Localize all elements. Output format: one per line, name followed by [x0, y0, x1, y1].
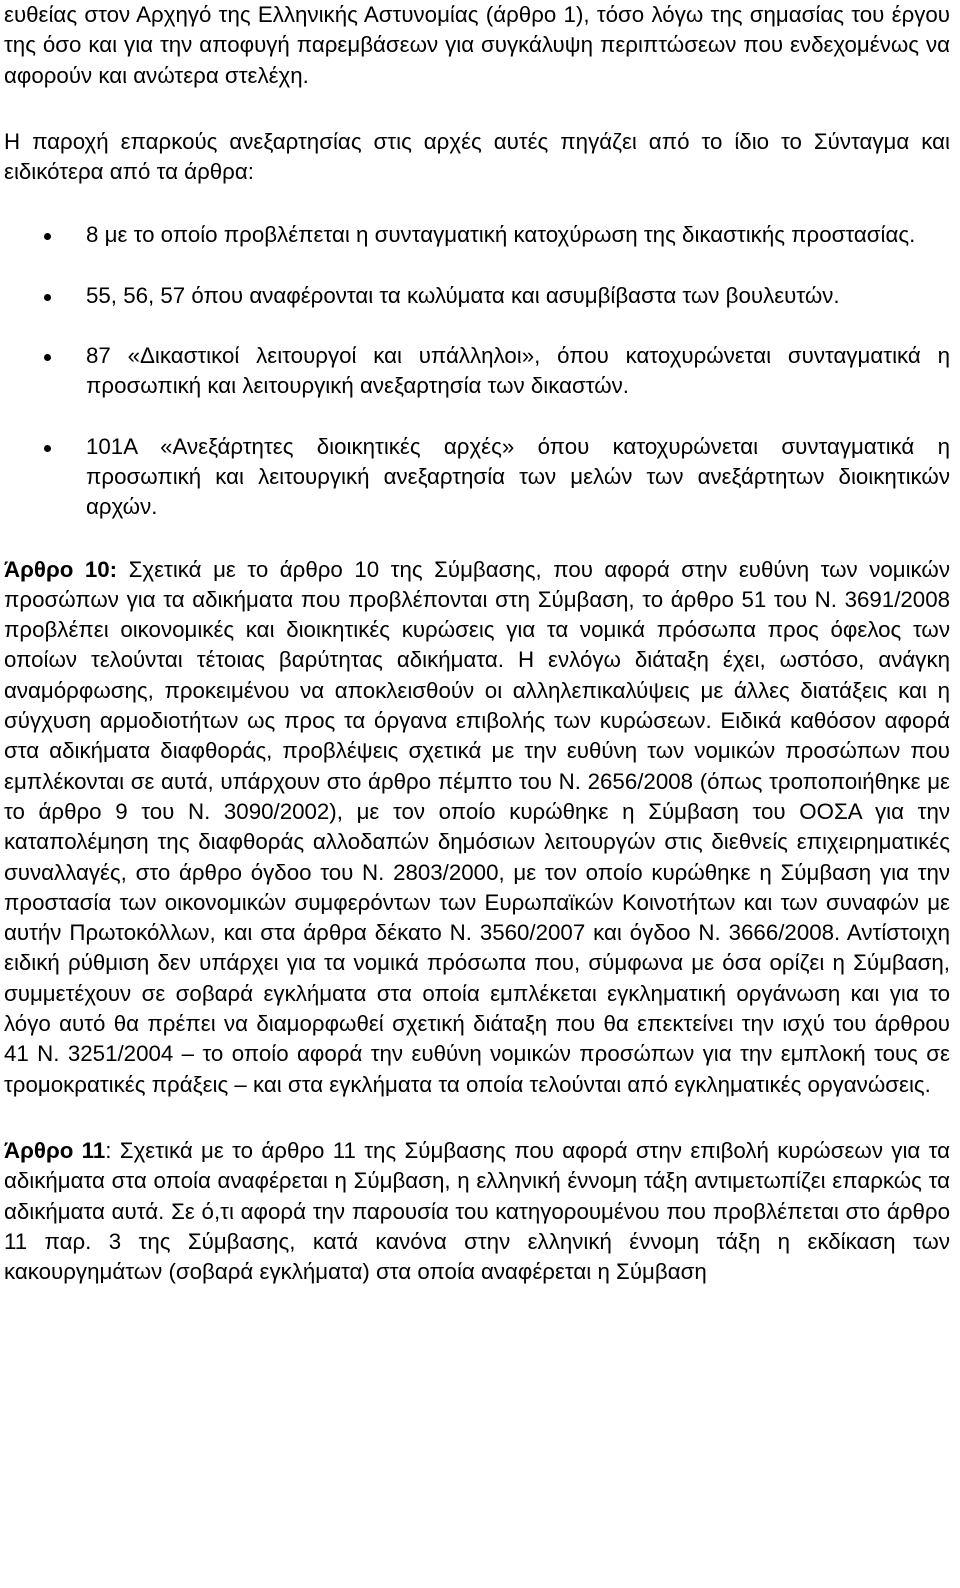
article-10-heading: Άρθρο 10:	[4, 556, 118, 582]
article-11-paragraph	[4, 1136, 950, 1287]
article-10-text: Σχετικά με το άρθρο 10 της Σύμβασης, που αφορά στην ευθύνη των νομικών προσώπων για τα αδικήματα που προβλέπονται στη Σύμβαση, το άρθρο 51 του Ν. 3691/2008 προβλέπει οικονομικές και διοικητικές κυρώσεις για τα νομικά πρόσωπα προς όφελος των οποίων τελούνται τέτοιας βαρύτητας αδικήματα. Η ενλόγω διάταξη έχει, ωστόσο, ανάγκη αναμόρφωσης, προκειμένου να αποκλεισθούν οι αλληλεπικαλύψεις με άλλες διατάξεις και η σύγχυση αρμοδιοτήτων ως προς τα όργανα επιβολής των κυρώσεων. Ειδικά καθόσον αφορά στα αδικήματα διαφθοράς, προβλέψεις σχετικά με την ευθύνη των νομικών προσώπων που εμπλέκονται σε αυτά, υπάρχουν στο άρθρο πέμπτο του Ν. 2656/2008 (όπως τροποποιήθηκε με το άρθρο 9 του Ν. 3090/2002), με τον οποίο κυρώθηκε η Σύμβαση του ΟΟΣΑ για την καταπολέμηση της διαφθοράς αλλοδαπών δημόσιων λειτουργών στις διεθνείς επιχειρηματικές συναλλαγές, στο άρθρο όγδοο του Ν. 2803/2000, με τον οποίο κυρώθηκε η Σύμβαση για την προστασία των οικονομικών συμφερόντων των Ευρωπαϊκών Κοινοτήτων και των συναφών με αυτήν Πρωτοκόλλων, και στα άρθρα δέκατο Ν. 3560/2007 και όγδοο Ν. 3666/2008. Αντίστοιχη ειδική ρύθμιση δεν υπάρχει για τα νομικά πρόσωπα που, σύμφωνα με όσα ορίζει η Σύμβαση, συμμετέχουν σε σοβαρά εγκλήματα στα οποία εμπλέκεται εγκληματική οργάνωση και για το λόγο αυτό θα πρέπει να διαμορφωθεί σχετική διάταξη που θα επεκτείνει την ισχύ του άρθρου 41 Ν. 3251/2004 – το οποίο αφορά την ευθύνη νομικών προσώπων για την εμπλοκή τους σε τρομοκρατικές πράξεις – και στα εγκλήματα τα οποία τελούνται από εγκληματικές οργανώσεις.	[4, 556, 950, 1097]
bullet-icon	[44, 233, 51, 240]
article-10-paragraph	[4, 555, 950, 1100]
constitution-paragraph: Η παροχή επαρκούς ανεξαρτησίας στις αρχές αυτές πηγάζει από το ίδιο το Σύνταγμα και ειδικότερα από τα άρθρα:	[4, 128, 950, 185]
bullet-icon	[44, 294, 51, 301]
constitution-articles-list	[4, 220, 950, 522]
article-11-heading: Άρθρο 11	[4, 1137, 106, 1163]
list-item	[4, 341, 950, 402]
list-item	[4, 432, 950, 523]
bullet-icon	[44, 445, 51, 452]
list-item-text: 55, 56, 57 όπου αναφέρονται τα κωλύματα και ασυμβίβαστα των βουλευτών.	[86, 282, 840, 308]
list-item	[4, 281, 950, 311]
list-item-text: 8 με το οποίο προβλέπεται η συνταγματική κατοχύρωση της δικαστικής προστασίας.	[86, 222, 916, 248]
article-11-text: : Σχετικά με το άρθρο 11 της Σύμβασης που αφορά στην επιβολή κυρώσεων για τα αδικήματα στα οποία αναφέρεται η Σύμβαση, η ελληνική έννομη τάξη αντιμετωπίζει επαρκώς τα αδικήματα αυτά. Σε ό,τι αφορά την παρουσία του κατηγορουμένου που προβλέπεται στο άρθρο 11 παρ. 3 της Σύμβασης, κατά κανόνα στην ελληνική έννομη τάξη η εκδίκαση των κακουργημάτων (σοβαρά εγκλήματα) στα οποία αναφέρεται η Σύμβαση	[4, 1137, 950, 1285]
list-item-text: 87 «Δικαστικοί λειτουργοί και υπάλληλοι», όπου κατοχυρώνεται συνταγματικά η προσωπική και λειτουργική ανεξαρτησία των δικαστών.	[86, 343, 950, 399]
list-item	[4, 220, 950, 250]
document-page	[4, 0, 950, 1287]
intro-paragraph: ευθείας στον Αρχηγό της Ελληνικής Αστυνομίας (άρθρο 1), τόσο λόγω της σημασίας του έργου της όσο και για την αποφυγή παρεμβάσεων για συγκάλυψη περιπτώσεων που ενδεχομένως να αφορούν και ανώτερα στελέχη.	[4, 2, 950, 88]
bullet-icon	[44, 354, 51, 361]
list-item-text: 101Α «Ανεξάρτητες διοικητικές αρχές» όπου κατοχυρώνεται συνταγματικά η προσωπική και λειτουργική ανεξαρτησία των μελών των ανεξάρτητων διοικητικών αρχών.	[86, 433, 950, 520]
